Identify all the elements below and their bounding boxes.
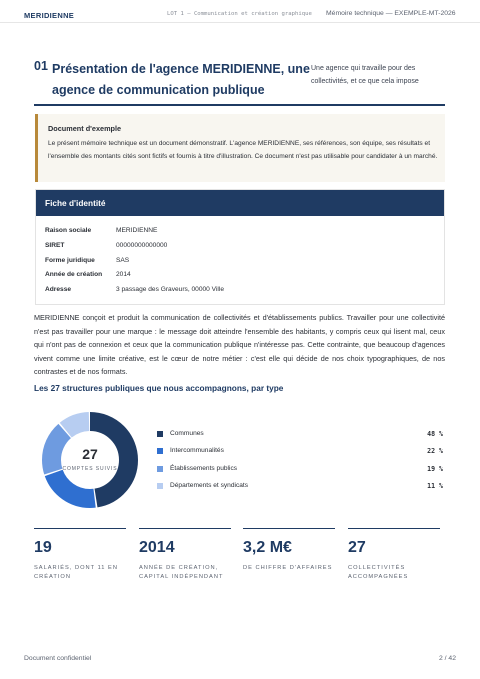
- section-title: Présentation de l'agence MERIDIENNE, une agence de communication publique: [52, 62, 310, 97]
- kpi-value: 2014: [139, 539, 175, 556]
- legend-item: [157, 465, 447, 475]
- section-divider: [34, 104, 445, 106]
- identity-card-header: [36, 190, 444, 216]
- legend-value: 19 %: [427, 465, 443, 473]
- legend-swatch: [157, 431, 163, 437]
- kpi-value: 3,2 M€: [243, 539, 292, 556]
- legend-label: Communes: [170, 430, 204, 437]
- legend-value: 11 %: [427, 482, 443, 490]
- legend-value: 22 %: [427, 447, 443, 455]
- legend-label: Départements et syndicats: [170, 482, 249, 489]
- kpi-value: 19: [34, 539, 52, 556]
- section-subtitle: Une agence qui travaille pour des collectivités, et ce que cela impose: [311, 65, 419, 85]
- legend-swatch: [157, 466, 163, 472]
- kpi-block: [348, 528, 440, 580]
- brand-name: MERIDIENNE: [24, 11, 75, 20]
- identity-label: Raison sociale: [45, 227, 92, 234]
- lot-label: LOT 1 — Communication et création graphique: [167, 11, 312, 17]
- legend-item: [157, 430, 447, 440]
- body-paragraph: MERIDIENNE conçoit et produit la communication de collectivités et d'établissements publics. Travailler pour une collectivité n'est pas travailler pour une marque : le message doit atteindre l'ensemble des habitants, y compris ceux qui lisent mal, ceux qui n'ont pas de connexion et ceux que la communication publique n'intéresse pas. Cette contrainte, que beaucoup d'agences vivent comme une limite créative, est le cœur de notre métier : c'est elle qui décide de nos choix typographiques, de nos contrastes et de nos formats.: [34, 313, 445, 377]
- identity-value: 3 passage des Graveurs, 00000 Ville: [116, 286, 225, 293]
- legend-item: [157, 482, 447, 492]
- kpi-label: ANNÉE DE CRÉATION, CAPITAL INDÉPENDANT: [139, 565, 224, 580]
- page-number: 2 / 42: [438, 655, 456, 662]
- identity-label: Forme juridique: [45, 257, 95, 264]
- donut-center-label: COMPTES SUIVIS: [62, 466, 118, 472]
- identity-card: [35, 189, 445, 305]
- legend-label: Intercommunalités: [170, 447, 224, 454]
- page-header: [0, 0, 480, 23]
- kpi-label: DE CHIFFRE D'AFFAIRES: [243, 565, 333, 571]
- notice-title: Document d'exemple: [48, 124, 122, 133]
- confidential-note: Document confidentiel: [24, 655, 92, 662]
- identity-value: MERIDIENNE: [116, 227, 158, 234]
- identity-label: Année de création: [45, 271, 103, 278]
- legend-label: Établissements publics: [170, 465, 238, 472]
- document-title: Mémoire technique — EXEMPLE-MT-2026: [326, 10, 456, 17]
- legend-swatch: [157, 448, 163, 454]
- kpi-block: [139, 528, 231, 580]
- legend-value: 48 %: [427, 430, 443, 438]
- identity-card-title: Fiche d'identité: [45, 198, 106, 208]
- legend-item: [157, 447, 447, 457]
- legend-swatch: [157, 483, 163, 489]
- donut-chart: [40, 410, 140, 510]
- identity-label: Adresse: [45, 286, 72, 293]
- donut-center-value: 27: [82, 446, 98, 462]
- notice-text: Le présent mémoire technique est un document démonstratif. L'agence MERIDIENNE, ses références, son équipe, ses résultats et l'ensemble des montants cités sont fictifs et fournis à titre d'illustration. Ce document n'est pas utilisable pour candidater à un marché.: [48, 140, 438, 160]
- kpi-block: [34, 528, 126, 580]
- kpi-block: [243, 528, 335, 571]
- identity-value: 00000000000000: [116, 242, 168, 249]
- identity-value: 2014: [116, 271, 131, 278]
- identity-value: SAS: [116, 257, 130, 264]
- kpi-label: SALARIÉS, DONT 11 EN CRÉATION: [34, 565, 118, 580]
- chart-heading: Les 27 structures publiques que nous accompagnons, par type: [34, 383, 284, 393]
- kpi-label: COLLECTIVITÉS ACCOMPAGNÉES: [348, 565, 409, 580]
- example-notice: [35, 114, 445, 182]
- section-number: 01: [34, 59, 48, 73]
- identity-label: SIRET: [45, 242, 65, 249]
- kpi-value: 27: [348, 539, 366, 556]
